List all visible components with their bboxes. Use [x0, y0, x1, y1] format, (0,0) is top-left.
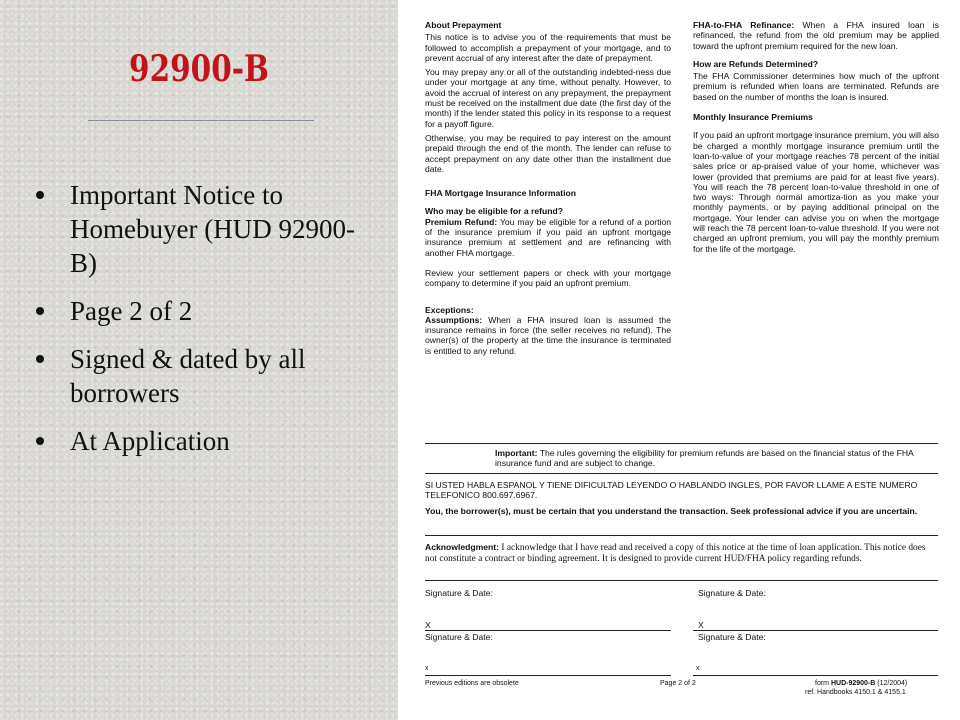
- bullet-dot-icon: [36, 437, 44, 445]
- signature-label: Signature & Date:: [425, 632, 493, 642]
- spanish-notice: SI USTED HABLA ESPANOL Y TIENE DIFICULTAD LEYENDO O HABLANDO INGLES, POR FAVOR LLAME A ESTE NUMERO TELEFONICO 800.697.6967.: [425, 480, 918, 501]
- signature-line[interactable]: [425, 630, 671, 631]
- divider: [425, 580, 938, 581]
- document-page: [398, 0, 960, 720]
- important-notice: Important: The rules governing the eligibility for premium refunds are based on the financial status of the FHA insurance fund and are subject to change.: [495, 448, 914, 469]
- signature-line[interactable]: [693, 630, 938, 631]
- bullet-item: Important Notice to Homebuyer (HUD 92900-B): [36, 178, 366, 280]
- bullet-dot-icon: [36, 191, 44, 199]
- bullet-item: Signed & dated by all borrowers: [36, 342, 366, 410]
- slide-title: 92900-B: [129, 48, 269, 90]
- slide-panel: [0, 0, 398, 720]
- refunds-heading: How are Refunds Determined?: [693, 58, 819, 69]
- bullet-list: [36, 178, 366, 472]
- footer-obsolete-note: Previous editions are obsolete: [425, 680, 519, 687]
- signature-line[interactable]: [693, 675, 938, 676]
- signature-x: x: [696, 665, 700, 672]
- borrower-warning: You, the borrower(s), must be certain that you understand the transaction. Seek professional advice if you are uncertain.: [425, 506, 918, 516]
- footer-page-number: Page 2 of 2: [660, 680, 696, 687]
- divider: [425, 473, 938, 474]
- signature-line[interactable]: [425, 675, 671, 676]
- fha-insurance-heading: FHA Mortgage Insurance Information: [425, 188, 577, 199]
- divider: [425, 443, 938, 444]
- bullet-item: At Application: [36, 424, 366, 458]
- bullet-dot-icon: [36, 355, 44, 363]
- footer-form-id: form HUD-92900-B (12/2004): [815, 680, 908, 687]
- prepayment-heading: About Prepayment: [425, 20, 502, 30]
- exceptions-heading: Exceptions:: [425, 304, 474, 315]
- signature-x: x: [425, 665, 429, 672]
- review-paragraph: Review your settlement papers or check with your mortgage company to determine if you paid an upfront premium.: [425, 267, 671, 289]
- prepayment-paragraph: Otherwise, you may be required to pay interest on the amount prepaid through the end of the month. The lender can refuse to accept prepayment on any date other than the installment due date.: [425, 132, 671, 174]
- bullet-dot-icon: [36, 307, 44, 315]
- prepayment-paragraph: This notice is to advise you of the requirements that must be followed to accomplish a prepayment of your mortgage, and to prevent accrual of any interest after the date of prepayment.: [425, 32, 671, 63]
- premium-refund-paragraph: Premium Refund: You may be eligible for a refund of a portion of the insurance premium if you paid an upfront mortgage insurance premium at settlement and are refinancing with another FHA mortgage.: [425, 216, 671, 258]
- prepayment-paragraph: You may prepay any or all of the outstanding indebted-ness due under your mortgage at any time, without penalty. However, to avoid the accrual of interest on any prepayment, the prepayment must be received on the installment due date (the first day of the month) if the lender stated this policy in its response to a request for a payoff figure.: [425, 67, 671, 129]
- bullet-item: Page 2 of 2: [36, 294, 366, 328]
- left-column: [425, 20, 671, 360]
- divider: [425, 535, 938, 536]
- eligible-heading: Who may be eligible for a refund?: [425, 206, 563, 217]
- assumptions-paragraph: Assumptions: When a FHA insured loan is assumed the insurance remains in force (the seller receives no refund). The owner(s) of the property at the time the insurance is terminated is entitled to any refund.: [425, 314, 671, 356]
- footer-reference: ref. Handbooks 4150.1 & 4155.1: [805, 689, 906, 696]
- refinance-paragraph: FHA-to-FHA Refinance: When a FHA insured loan is refinanced, the refund from the old premium may be applied toward the upfront premium required for the new loan.: [693, 20, 939, 51]
- signature-x: X: [698, 620, 704, 630]
- signature-x: X: [425, 620, 431, 630]
- title-underline: [88, 120, 314, 121]
- signature-label: Signature & Date:: [698, 588, 766, 598]
- refunds-paragraph: The FHA Commissioner determines how much of the upfront premium is refunded when loans are terminated. Refunds are based on the number of months the loan is insured.: [693, 71, 939, 102]
- signature-label: Signature & Date:: [425, 588, 493, 598]
- monthly-premiums-heading: Monthly Insurance Premiums: [693, 112, 813, 123]
- acknowledgment: Acknowledgment: I acknowledge that I have read and received a copy of this notice at the time of loan application. This notice does not constitute a contract or binding agreement. It is designed to provide current HUD/FHA policy regarding refunds.: [425, 542, 926, 565]
- signature-label: Signature & Date:: [698, 632, 766, 642]
- right-column: [693, 20, 939, 258]
- monthly-premiums-paragraph: If you paid an upfront mortgage insurance premium, you will also be charged a monthly mortgage insurance premium until the loan-to-value of your mortgage reaches 78 percent of the initial sales price or ap-praised value of your home, whichever was lower (provided that premiums are paid for at least five years). You will reach the 78 percent loan-to-value threshold in one of two ways: Through normal amortiza-tion as you make your monthly payments, or by paying additional principal on the mortgage. Your lender can advise you on when the mortgage will reach the 78 percent loan-to-value threshold. If you were not charged an upfront premium, you will pay the monthly premium for the life of the mortgage.: [693, 130, 940, 254]
